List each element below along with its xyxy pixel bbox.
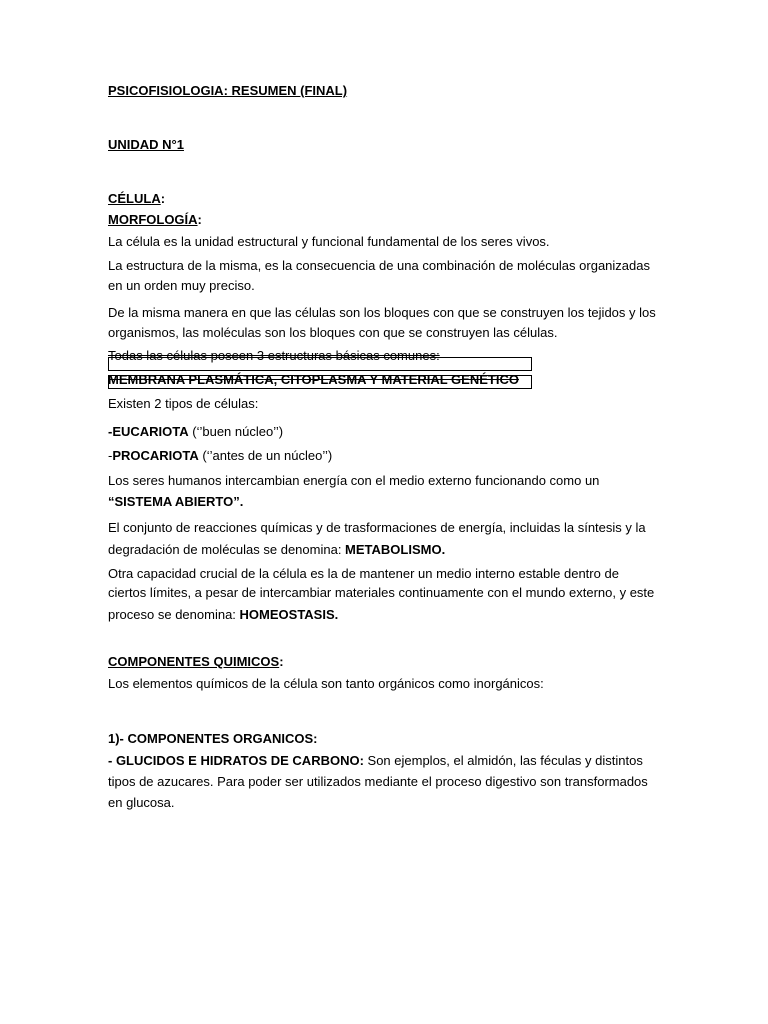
paragraph-6: Existen 2 tipos de células:	[108, 396, 259, 411]
paragraph-9-line-1: Otra capacidad crucial de la célula es la de mantener un medio interno estable dentro de	[108, 566, 619, 581]
paragraph-1: La célula es la unidad estructural y funcional fundamental de los seres vivos.	[108, 234, 550, 249]
celula-heading-line	[108, 191, 165, 207]
paragraph-3-line-2: organismos, las moléculas son los bloques con que se construyen las células.	[108, 325, 558, 340]
paragraph-9-text: proceso se denomina:	[108, 607, 240, 622]
morfologia-heading: MORFOLOGÍA	[108, 212, 198, 227]
paragraph-8-line-1: El conjunto de reacciones químicas y de trasformaciones de energía, incluidas la síntesis y la	[108, 520, 646, 535]
sistema-abierto-term: “SISTEMA ABIERTO”.	[108, 494, 244, 509]
paragraph-7-line-1: Los seres humanos intercambian energía con el medio externo funcionando como un	[108, 473, 600, 488]
procariota-definition: (‘’antes de un núcleo’’)	[198, 448, 333, 463]
procariota-line	[108, 448, 332, 464]
paragraph-4: Todas las células poseen 3 estructuras básicas comunes:	[108, 348, 440, 363]
paragraph-9-line-2: ciertos límites, a pesar de intercambiar materiales continuamente con el mundo externo, y este	[108, 585, 655, 600]
paragraph-9-line-3	[108, 607, 338, 623]
paragraph-8-line-2	[108, 542, 445, 558]
componentes-heading: COMPONENTES QUIMICOS	[108, 654, 280, 669]
componentes-heading-line	[108, 654, 284, 670]
cell-structures-line: MEMBRANA PLASMÁTICA, CITOPLASMA Y MATERIAL GENÉTICO	[108, 372, 519, 387]
morfologia-colon: :	[197, 212, 202, 227]
morfologia-heading-line	[108, 212, 202, 228]
organicos-heading: 1)- COMPONENTES ORGANICOS:	[108, 731, 318, 746]
glucidos-text: Son ejemplos, el almidón, las féculas y distintos	[363, 753, 643, 768]
glucidos-line-1	[108, 753, 643, 769]
unit-heading: UNIDAD N°1	[108, 137, 184, 152]
paragraph-2-line-2: en un orden muy preciso.	[108, 278, 255, 293]
celula-heading: CÉLULA	[108, 191, 161, 206]
glucidos-term: - GLUCIDOS E HIDRATOS DE CARBONO:	[108, 753, 364, 768]
glucidos-line-3: en glucosa.	[108, 795, 175, 810]
homeostasis-term: HOMEOSTASIS.	[239, 607, 339, 622]
eucariota-definition: (‘’buen núcleo’’)	[188, 424, 284, 439]
eucariota-line	[108, 424, 283, 440]
paragraph-2-line-1: La estructura de la misma, es la consecuencia de una combinación de moléculas organizadas	[108, 258, 650, 273]
metabolismo-term: METABOLISMO.	[345, 542, 446, 557]
paragraph-3-line-1: De la misma manera en que las células son los bloques con que se construyen los tejidos y los	[108, 305, 656, 320]
celula-colon: :	[160, 191, 166, 206]
document-title: PSICOFISIOLOGIA: RESUMEN (FINAL)	[108, 83, 348, 98]
componentes-colon: :	[279, 654, 284, 669]
glucidos-line-2: tipos de azucares. Para poder ser utilizados mediante el proceso digestivo son transformados	[108, 774, 648, 789]
eucariota-term: -EUCARIOTA	[108, 424, 189, 439]
procariota-dash: -	[108, 448, 113, 463]
paragraph-10: Los elementos químicos de la célula son tanto orgánicos como inorgánicos:	[108, 676, 544, 691]
paragraph-8-text: degradación de moléculas se denomina:	[108, 542, 346, 557]
procariota-term: PROCARIOTA	[112, 448, 199, 463]
